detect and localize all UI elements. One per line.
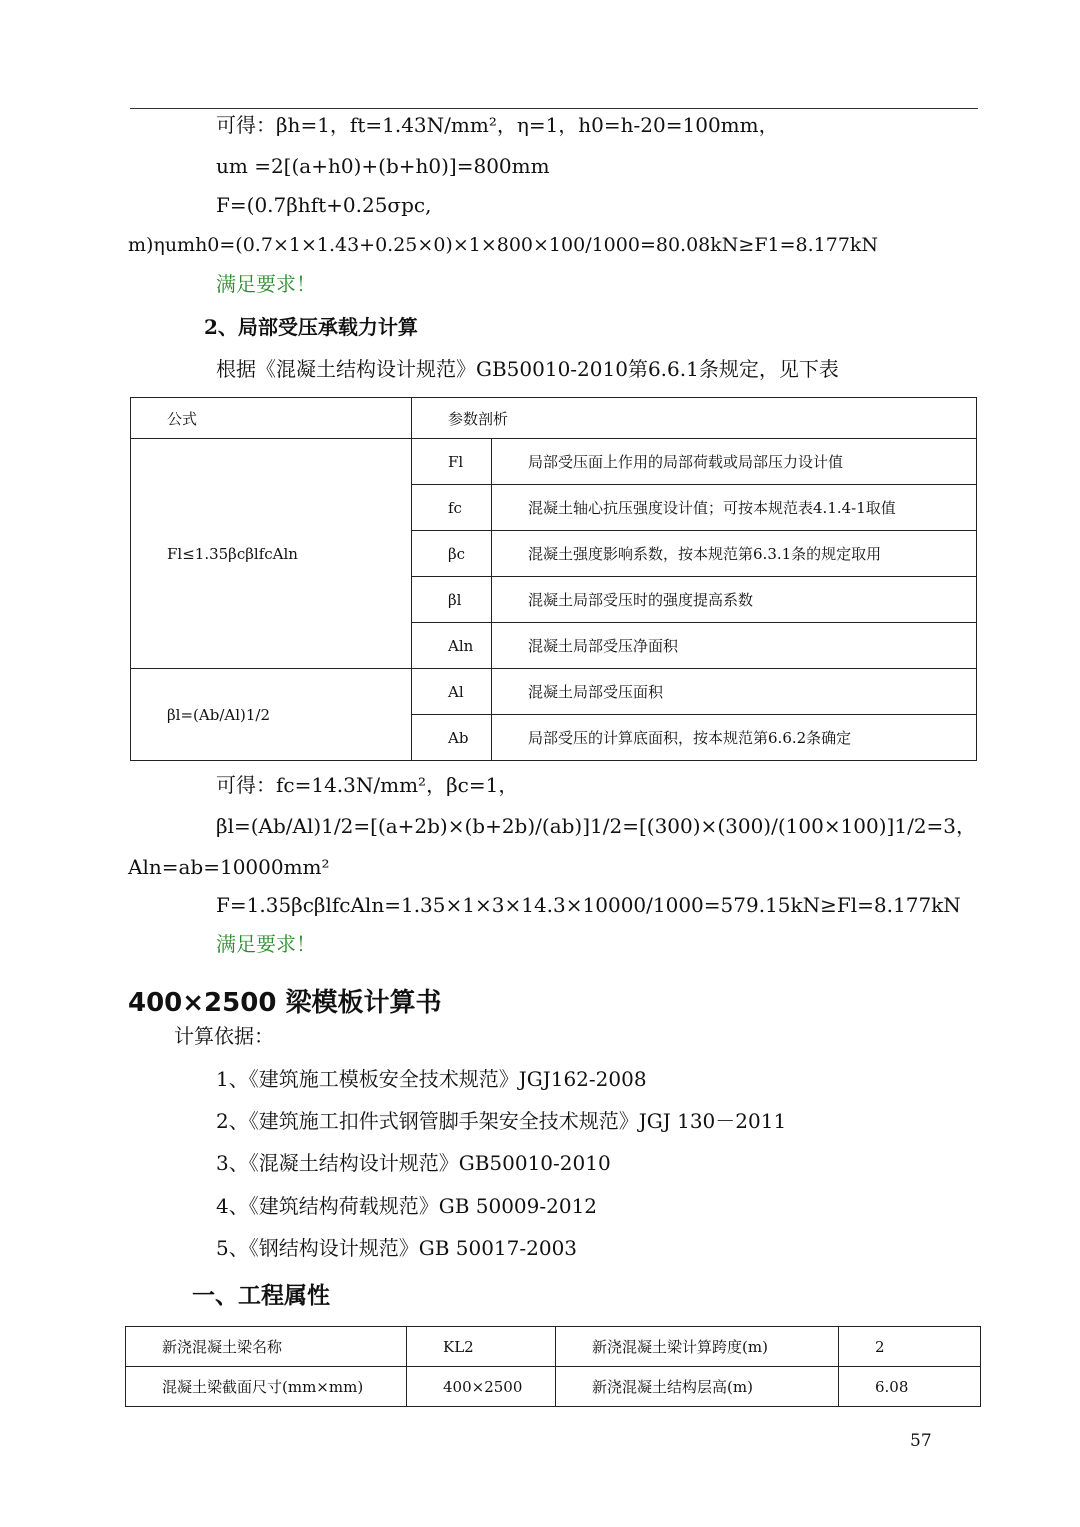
basis-item: 5、《钢结构设计规范》GB 50017-2003 <box>216 1236 578 1260</box>
formula-table <box>130 397 977 761</box>
basis-item: 4、《建筑结构荷载规范》GB 50009-2012 <box>216 1194 598 1218</box>
param-desc: 混凝土轴心抗压强度设计值；可按本规范表4.1.4-1取值 <box>492 485 977 531</box>
formula-2: βl=(Ab/Al)1/2 <box>131 669 412 761</box>
param-symbol: Al <box>412 669 492 715</box>
param-desc: 局部受压的计算底面积，按本规范第6.6.2条确定 <box>492 715 977 761</box>
calc1-line2: um =2[(a+h0)+(b+h0)]=800mm <box>216 154 550 178</box>
section2-intro: 根据《混凝土结构设计规范》GB50010-2010第6.6.1条规定，见下表 <box>216 357 839 381</box>
calc1-ok: 满足要求！ <box>216 272 316 296</box>
calc2-line2: βl=(Ab/Al)1/2=[(a+2b)×(b+2b)/(ab)]1/2=[(300)×(300)/(100×100)]1/2=3， <box>216 814 977 838</box>
basis-item: 3、《混凝土结构设计规范》GB50010-2010 <box>216 1151 611 1175</box>
section1-heading: 一、工程属性 <box>192 1282 330 1309</box>
param-symbol: Aln <box>412 623 492 669</box>
table-cell: 2 <box>839 1327 981 1367</box>
calc2-line1: 可得：fc=14.3N/mm²，βc=1， <box>216 773 519 797</box>
param-symbol: βc <box>412 531 492 577</box>
param-symbol: βl <box>412 577 492 623</box>
calc1-line1: 可得：βh=1，ft=1.43N/mm²，η=1，h0=h-20=100mm， <box>216 113 779 137</box>
document-title: 400×2500 梁模板计算书 <box>128 988 442 1018</box>
table-cell: 6.08 <box>839 1367 981 1407</box>
calc2-line4: F=1.35βcβlfcAln=1.35×1×3×14.3×10000/1000=579.15kN≥Fl=8.177kN <box>216 893 961 917</box>
calc2-ok: 满足要求！ <box>216 932 316 956</box>
table-cell: 新浇混凝土梁名称 <box>126 1327 407 1367</box>
param-symbol: Fl <box>412 439 492 485</box>
formula-1: Fl≤1.35βcβlfcAln <box>131 439 412 669</box>
calc1-line3: F=(0.7βhft+0.25σpc, <box>216 193 432 217</box>
param-symbol: fc <box>412 485 492 531</box>
basis-label: 计算依据： <box>174 1024 274 1048</box>
param-desc: 混凝土局部受压时的强度提高系数 <box>492 577 977 623</box>
calc1-line4: m)ηumh0=(0.7×1×1.43+0.25×0)×1×800×100/1000=80.08kN≥F1=8.177kN <box>128 234 879 256</box>
param-desc: 混凝土局部受压净面积 <box>492 623 977 669</box>
param-desc: 混凝土强度影响系数，按本规范第6.3.1条的规定取用 <box>492 531 977 577</box>
basis-item: 1、《建筑施工模板安全技术规范》JGJ162-2008 <box>216 1067 647 1091</box>
table-cell: KL2 <box>407 1327 556 1367</box>
calc2-line3: Aln=ab=10000mm² <box>128 855 330 879</box>
project-properties-table <box>125 1326 981 1407</box>
param-desc: 混凝土局部受压面积 <box>492 669 977 715</box>
param-desc: 局部受压面上作用的局部荷载或局部压力设计值 <box>492 439 977 485</box>
page-number: 57 <box>910 1431 932 1451</box>
basis-item: 2、《建筑施工扣件式钢管脚手架安全技术规范》JGJ 130－2011 <box>216 1109 787 1133</box>
param-symbol: Ab <box>412 715 492 761</box>
table-cell: 新浇混凝土梁计算跨度(m) <box>556 1327 839 1367</box>
table-cell: 混凝土梁截面尺寸(mm×mm) <box>126 1367 407 1407</box>
table-cell: 新浇混凝土结构层高(m) <box>556 1367 839 1407</box>
header-rule <box>130 108 978 109</box>
section2-heading: 2、局部受压承载力计算 <box>204 315 418 339</box>
header-params: 参数剖析 <box>412 398 977 439</box>
table-cell: 400×2500 <box>407 1367 556 1407</box>
header-formula: 公式 <box>131 398 412 439</box>
